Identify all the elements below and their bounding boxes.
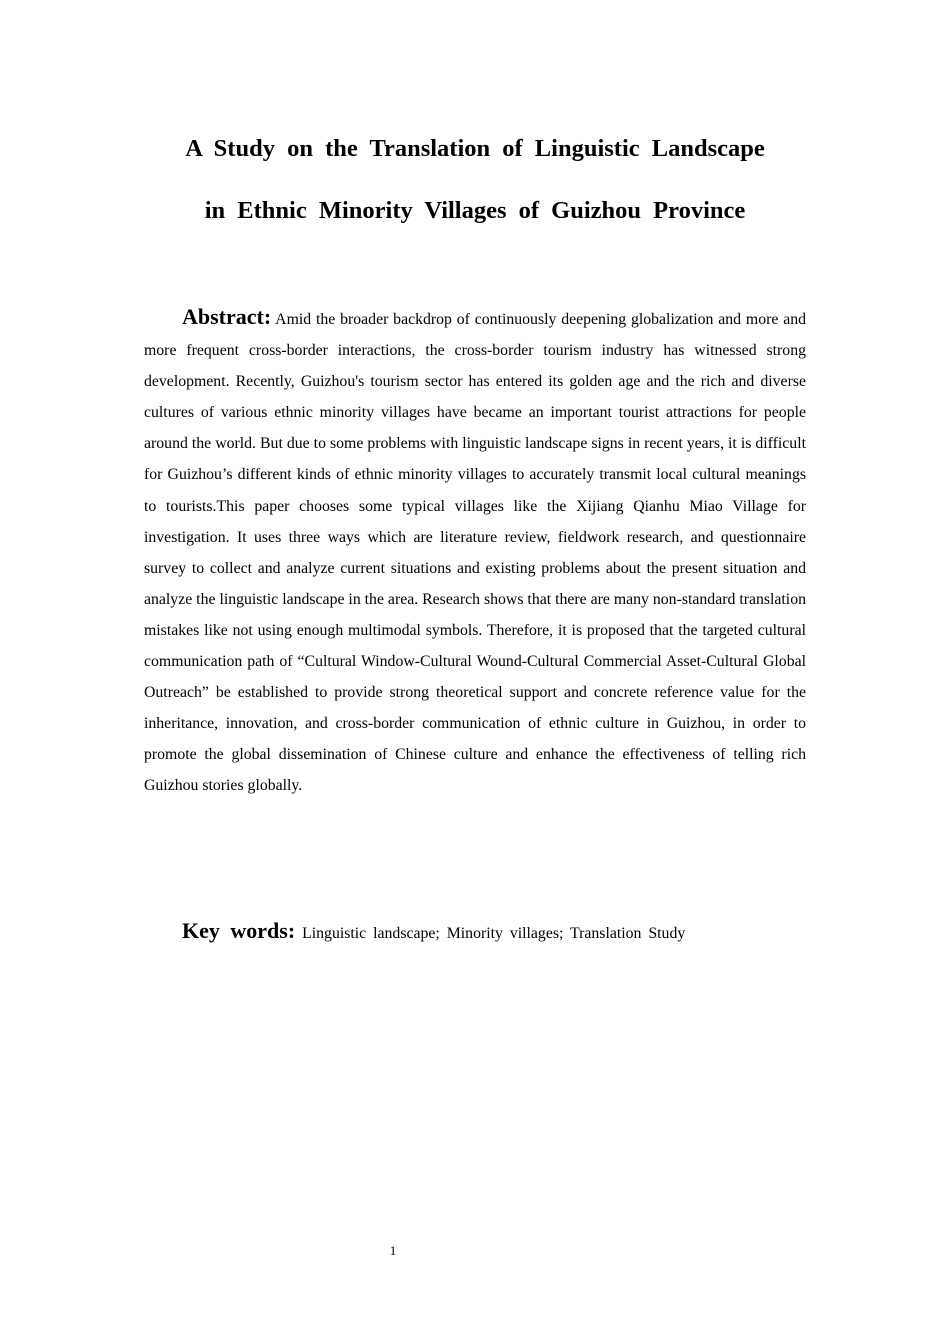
paper-title <box>144 118 806 242</box>
title-line-2: in Ethnic Minority Villages of Guizhou Province <box>204 197 746 224</box>
abstract-paragraph <box>144 301 806 802</box>
keywords-label: Key words: <box>182 918 296 943</box>
abstract-text: Amid the broader backdrop of continuously deepening globalization and more and more frequent cross-border interactions, the cross-border tourism industry has witnessed strong development. Recently, Guizhou's tourism sector has entered its golden age and the rich and diverse cultures of various ethnic minority villages have became an important tourist attractions for people around the world. But due to some problems with linguistic landscape signs in recent years, it is difficult for Guizhou’s different kinds of ethnic minority villages to accurately transmit local cultural meanings to tourists.This paper chooses some typical villages like the Xijiang Qianhu Miao Village for investigation. It uses three ways which are literature review, fieldwork research, and questionnaire survey to collect and analyze current situations and existing problems about the present situation and analyze the linguistic landscape in the area. Research shows that there are many non-standard translation mistakes like not using enough multimodal symbols. Therefore, it is proposed that the targeted cultural communication path of “Cultural Window-Cultural Wound-Cultural Commercial Asset-Cultural Global Outreach” be established to provide strong theoretical support and concrete reference value for the inheritance, innovation, and cross-border communication of ethnic culture in Guizhou, in order to promote the global dissemination of Chinese culture and enhance the effectiveness of telling rich Guizhou stories globally. <box>144 311 807 795</box>
keywords-line <box>182 912 685 953</box>
abstract-label: Abstract: <box>182 304 272 329</box>
keywords-text: Linguistic landscape; Minority villages; Translation Study <box>302 925 686 942</box>
title-line-1: A Study on the Translation of Linguistic Landscape <box>185 135 765 162</box>
page-number: 1 <box>389 1243 397 1258</box>
